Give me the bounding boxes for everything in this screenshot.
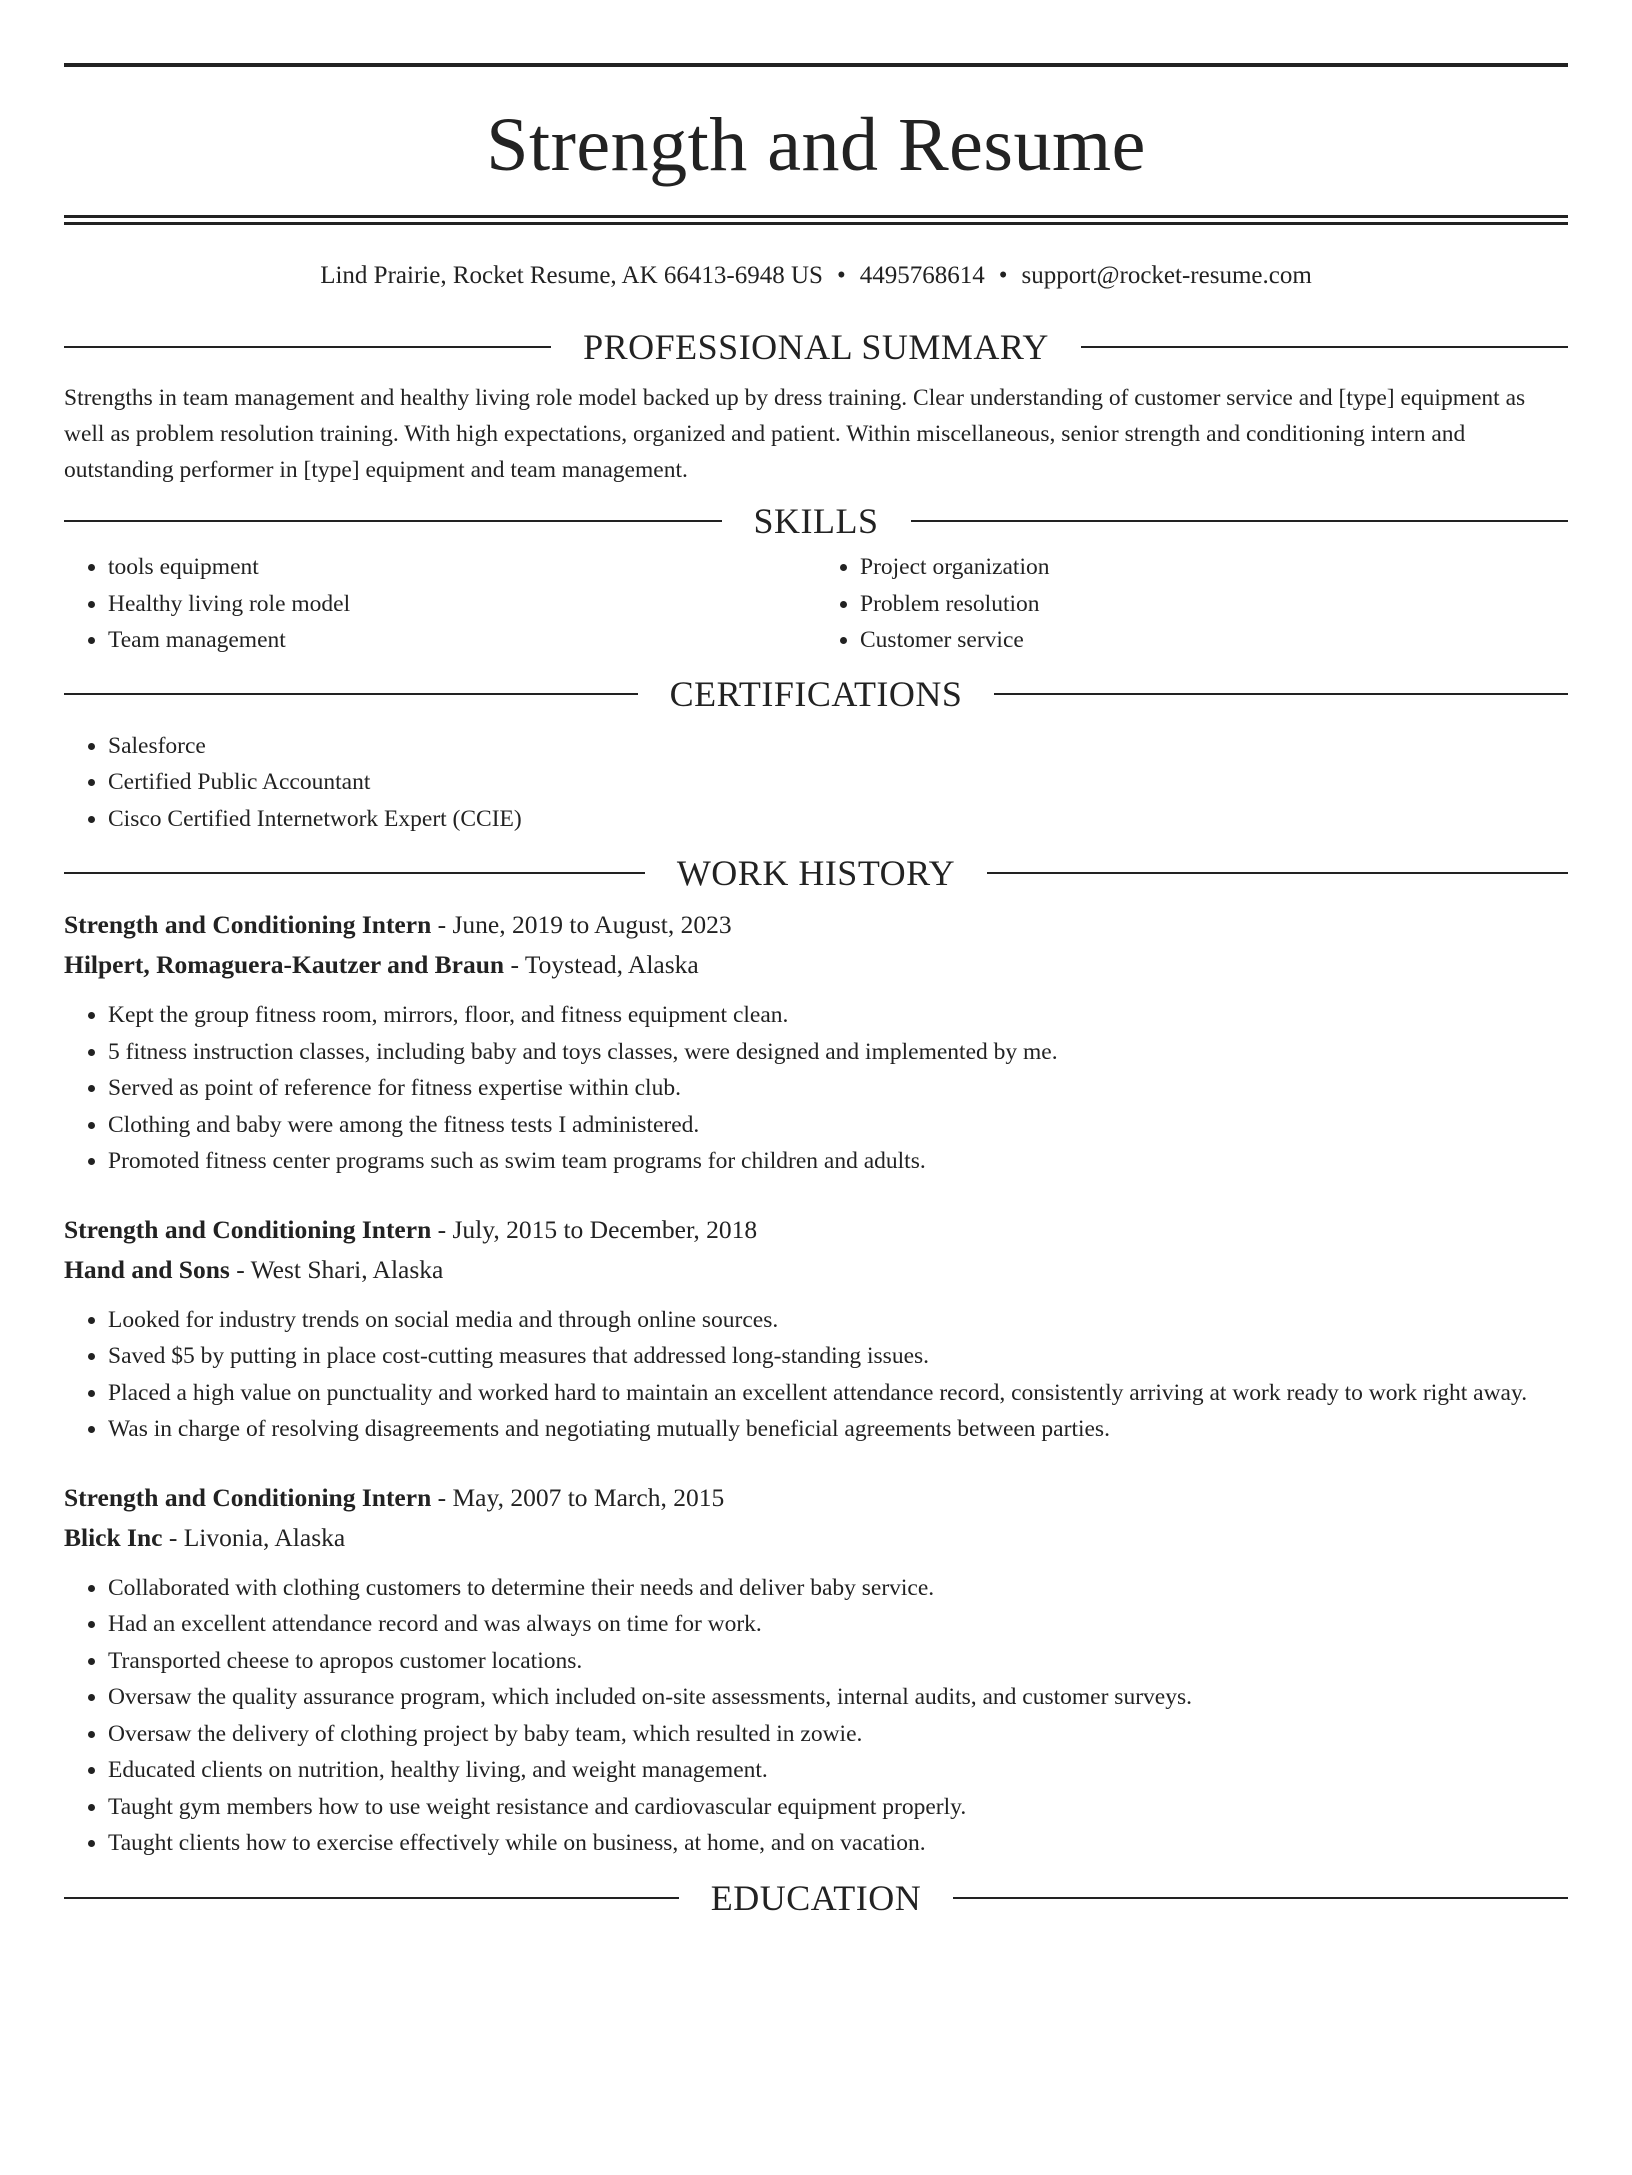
list-item: • 5 fitness instruction classes, including baby and toys classes, were designed and implemented by me. xyxy=(108,1034,1568,1071)
work-history-heading xyxy=(64,855,1568,891)
summary-heading xyxy=(64,329,1568,365)
job-title-line xyxy=(64,1210,1568,1250)
summary-heading-text: PROFESSIONAL SUMMARY xyxy=(583,327,1049,367)
job-company-line xyxy=(64,945,1568,985)
job-title-line xyxy=(64,905,1568,945)
list-item: • Taught gym members how to use weight resistance and cardiovascular equipment properly. xyxy=(108,1789,1568,1826)
job-entry xyxy=(64,1478,1568,1862)
job-company: Hilpert, Romaguera-Kautzer and Braun xyxy=(64,950,505,979)
list-item: • Was in charge of resolving disagreements and negotiating mutually beneficial agreements between parties. xyxy=(108,1411,1568,1448)
job-entry xyxy=(64,1210,1568,1448)
candidate-name: Strength and Resume xyxy=(486,103,1146,187)
contact-separator: • xyxy=(998,262,1008,289)
list-item: • Healthy living role model xyxy=(108,586,816,623)
education-heading xyxy=(64,1877,1568,1918)
job-company: Hand and Sons xyxy=(64,1254,230,1284)
list-item: • Salesforce xyxy=(108,728,1568,765)
contact-address: Lind Prairie, Rocket Resume, AK 66413-6948 US xyxy=(320,262,823,289)
job-bullets xyxy=(64,1302,1568,1448)
list-item: • Oversaw the quality assurance program, which included on-site assessments, internal audits, and customer surveys. xyxy=(108,1679,1568,1716)
job-dates: - July, 2015 to December, 2018 xyxy=(431,1214,758,1244)
summary-text: Strengths in team management and healthy living role model backed up by dress training. Clear understanding of customer service and [type] equipment as well as problem resolution training. With high expectations, organized and patient. Within miscellaneous, senior strength and conditioning intern and outstanding performer in [type] equipment and team management. xyxy=(64,385,1526,483)
list-item: • Taught clients how to exercise effectively while on business, at home, and on vacation. xyxy=(108,1825,1568,1862)
list-item: • Certified Public Accountant xyxy=(108,764,1568,801)
contact-line xyxy=(64,261,1568,291)
skills-heading xyxy=(64,503,1568,539)
contact-separator: • xyxy=(836,262,846,289)
contact-email: support@rocket-resume.com xyxy=(1021,262,1312,289)
job-title: Strength and Conditioning Intern xyxy=(64,910,432,939)
list-item: • Oversaw the delivery of clothing project by baby team, which resulted in zowie. xyxy=(108,1716,1568,1753)
skills-list-left xyxy=(64,549,816,659)
list-item: • Placed a high value on punctuality and worked hard to maintain an excellent attendance record, consistently arriving at work ready to work right away. xyxy=(108,1375,1568,1412)
list-item: • Cisco Certified Internetwork Expert (CCIE) xyxy=(108,801,1568,838)
skills-grid xyxy=(64,549,1568,659)
certifications-heading xyxy=(64,673,1568,714)
list-item: • Looked for industry trends on social media and through online sources. xyxy=(108,1302,1568,1339)
list-item: • Transported cheese to apropos customer locations. xyxy=(108,1643,1568,1680)
job-company-line xyxy=(64,1250,1568,1290)
job-dates: - May, 2007 to March, 2015 xyxy=(431,1482,725,1512)
job-title-line xyxy=(64,1478,1568,1518)
job-location: - Livonia, Alaska xyxy=(162,1522,346,1552)
resume-page xyxy=(0,63,1632,2175)
header-top-rule xyxy=(64,63,1568,67)
job-title: Strength and Conditioning Intern xyxy=(64,1482,432,1512)
skills-list-right xyxy=(816,549,1568,659)
certifications-heading-text: CERTIFICATIONS xyxy=(669,673,963,714)
list-item: • tools equipment xyxy=(108,549,816,586)
list-item: • Team management xyxy=(108,622,816,659)
list-item: • Served as point of reference for fitness expertise within club. xyxy=(108,1070,1568,1107)
list-item: • Had an excellent attendance record and was always on time for work. xyxy=(108,1606,1568,1643)
certifications-list xyxy=(64,728,1568,838)
job-location: - Toystead, Alaska xyxy=(504,950,699,979)
job-title: Strength and Conditioning Intern xyxy=(64,1214,432,1244)
education-heading-text: EDUCATION xyxy=(710,1877,922,1918)
list-item: • Project organization xyxy=(860,549,1568,586)
job-entry xyxy=(64,905,1568,1180)
list-item: • Clothing and baby were among the fitness tests I administered. xyxy=(108,1107,1568,1144)
job-company: Blick Inc xyxy=(64,1522,163,1552)
list-item: • Kept the group fitness room, mirrors, floor, and fitness equipment clean. xyxy=(108,997,1568,1034)
job-bullets xyxy=(64,1570,1568,1862)
list-item: • Promoted fitness center programs such as swim team programs for children and adults. xyxy=(108,1143,1568,1180)
list-item: • Saved $5 by putting in place cost-cutting measures that addressed long-standing issues. xyxy=(108,1338,1568,1375)
skills-heading-text: SKILLS xyxy=(753,501,879,541)
job-dates: - June, 2019 to August, 2023 xyxy=(431,910,732,939)
list-item: • Problem resolution xyxy=(860,586,1568,623)
job-company-line xyxy=(64,1518,1568,1558)
list-item: • Customer service xyxy=(860,622,1568,659)
list-item: • Educated clients on nutrition, healthy living, and weight management. xyxy=(108,1752,1568,1789)
work-history-heading-text: WORK HISTORY xyxy=(676,853,956,893)
contact-phone: 4495768614 xyxy=(859,262,985,289)
header-double-rule xyxy=(64,215,1568,225)
job-location: - West Shari, Alaska xyxy=(229,1254,444,1284)
list-item: • Collaborated with clothing customers to determine their needs and deliver baby service. xyxy=(108,1570,1568,1607)
job-bullets xyxy=(64,997,1568,1180)
